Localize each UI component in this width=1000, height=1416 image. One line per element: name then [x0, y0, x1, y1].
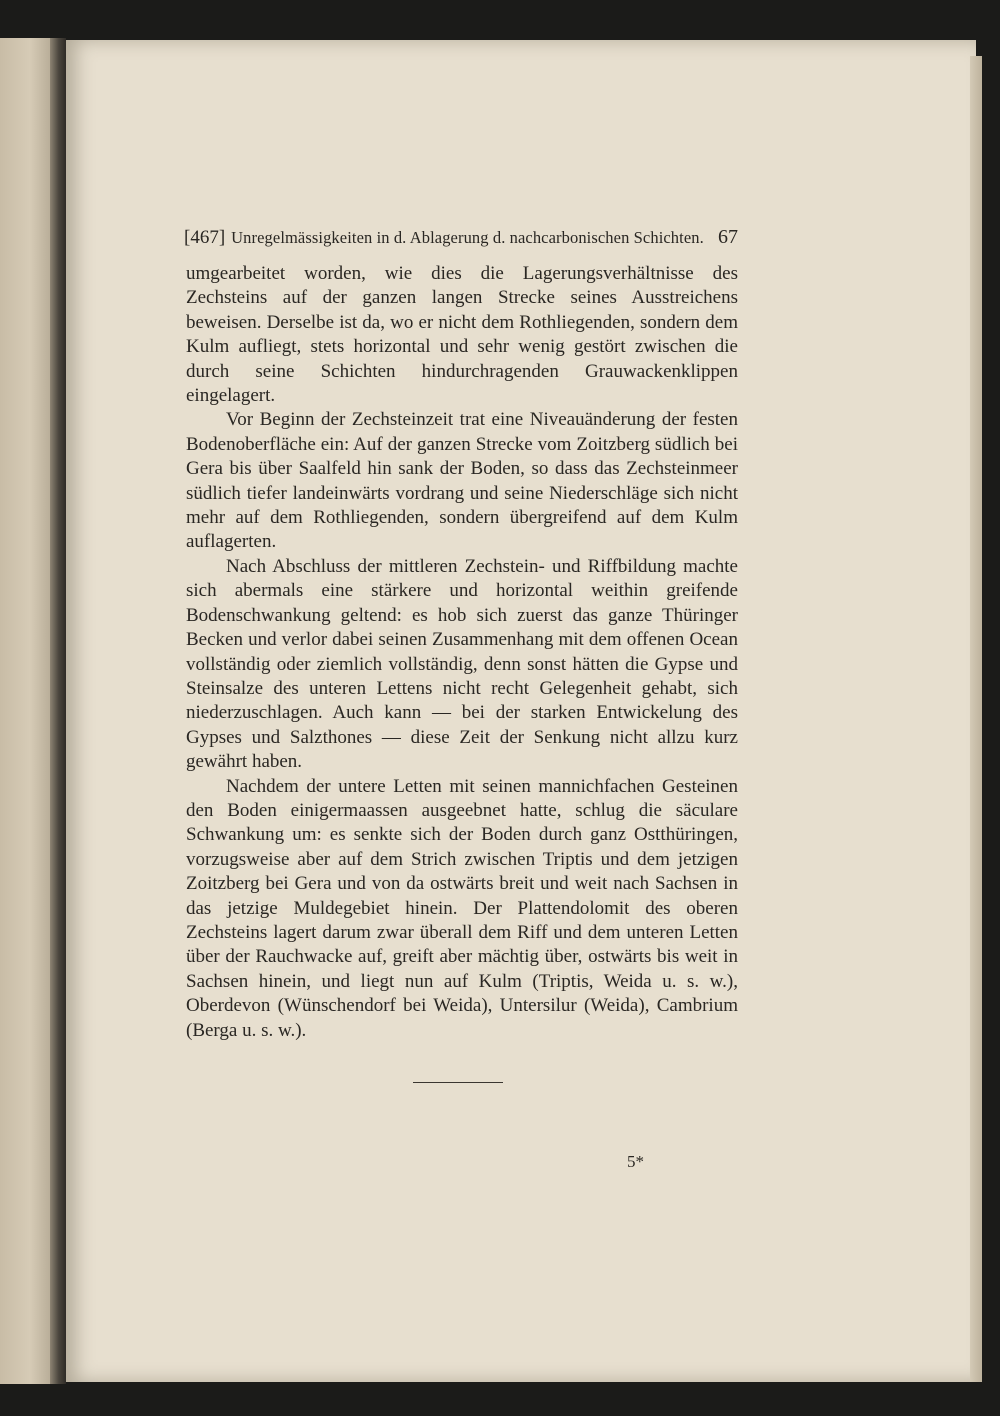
page-stack-edge [970, 56, 982, 1382]
running-head [184, 226, 738, 252]
body-text [186, 262, 738, 1043]
page-number: 67 [718, 226, 738, 248]
running-head-signature: [467] [184, 227, 226, 248]
paragraph-2: Vor Beginn der Zechsteinzeit trat eine Niveauänderung der festen Bodenoberfläche ein: Auf der ganzen Strecke vom Zoitzberg südlich bei Gera bis über Saalfeld hin sank der Boden, so dass das Zechsteinmeer südlich tiefer landeinwärts vordrang und seine Niederschläge sich nicht mehr auf dem Rothliegenden, sondern übergreifend auf dem Kulm auflagerten. [186, 409, 738, 553]
paragraph-1: umgearbeitet worden, wie dies die Lagerungsverhältnisse des Zechsteins auf der ganzen langen Strecke seines Ausstreichens beweisen. Derselbe ist da, wo er nicht dem Rothliegenden, sondern dem Kulm aufliegt, stets horizontal und sehr wenig gestört zwischen die durch seine Schichten hindurchragenden Grauwackenklippen eingelagert. [186, 263, 738, 407]
previous-page-edge [0, 38, 50, 1384]
running-head-title: Unregelmässigkeiten in d. Ablagerung d. nachcarbonischen Schichten. [231, 228, 704, 247]
paragraph-4: Nachdem der untere Letten mit seinen mannichfachen Gesteinen den Boden einigermaassen ausgeebnet hatte, schlug die säculare Schwankung um: es senkte sich der Boden durch ganz Ostthüringen, vorzugsweise aber auf dem Strich zwischen Triptis und dem jetzigen Zoitzberg bei Gera und von da ostwärts breit und weit nach Sachsen in das jetzige Muldegebiet hinein. Der Plattendolomit des oberen Zechsteins lagert darum zwar überall dem Riff und dem unteren Letten über der Rauchwacke auf, greift aber mächtig über, ostwärts bis weit in Sachsen hinein, und liegt nun auf Kulm (Triptis, Weida u. s. w.), Oberdevon (Wünschendorf bei Weida), Untersilur (Weida), Cambrium (Berga u. s. w.). [186, 775, 738, 1041]
section-end-rule [413, 1082, 503, 1083]
sheet-signature-mark: 5* [627, 1152, 644, 1171]
paragraph-3: Nach Abschluss der mittleren Zechstein- und Riffbildung machte sich abermals eine stärkere und horizontal weithin greifende Bodenschwankung geltend: es hob sich zuerst das ganze Thüringer Becken und verlor dabei seinen Zusammenhang mit dem offenen Ocean vollständig oder ziemlich vollständig, denn sonst hätten die Gypse und Steinsalze des unteren Lettens nicht recht Gelegenheit gehabt, sich niederzuschlagen. Auch kann — bei der starken Entwickelung des Gypses und Salzthones — diese Zeit der Senkung nicht allzu kurz gewährt haben. [186, 555, 738, 773]
book-gutter [50, 38, 66, 1384]
